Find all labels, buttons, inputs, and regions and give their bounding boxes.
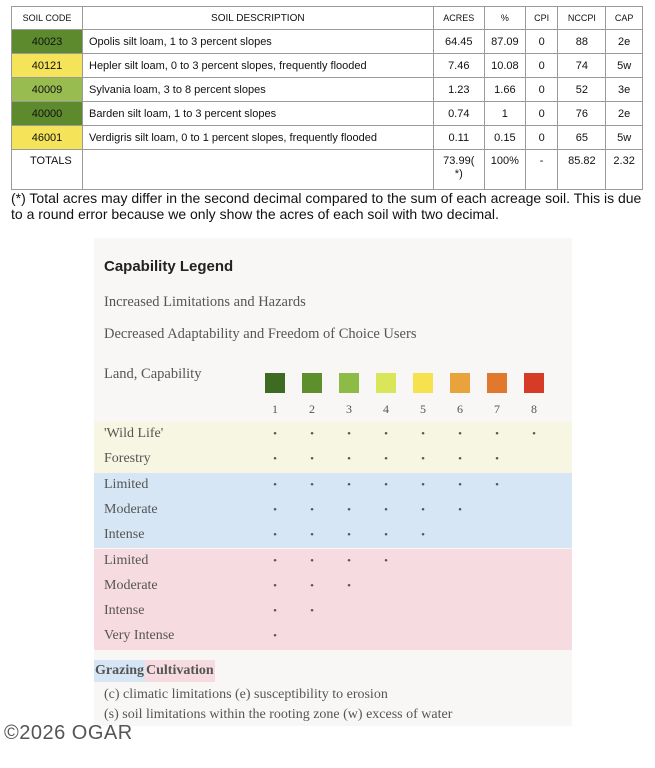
nccpi-cell: 76: [558, 102, 606, 126]
capability-row-cultivation: [94, 599, 572, 624]
header-percent: %: [484, 7, 525, 30]
soil-code-cell: 40009: [12, 78, 83, 102]
capability-swatch-7: [487, 373, 507, 393]
capability-class-number: 6: [457, 402, 463, 416]
capability-dot: •: [458, 428, 462, 440]
capability-legend: [94, 238, 572, 726]
capability-dot: •: [421, 478, 425, 491]
acres-cell: 0.74: [433, 102, 484, 126]
legend-line-limitations: Increased Limitations and Hazards: [104, 294, 306, 310]
capability-row-cultivation: [94, 549, 572, 574]
capability-swatch-1: [265, 373, 285, 393]
cpi-cell: 0: [525, 54, 558, 78]
capability-dot: •: [384, 554, 388, 567]
cpi-cell: 0: [525, 126, 558, 150]
acres-cell: 64.45: [433, 30, 484, 54]
totals-label: TOTALS: [12, 150, 83, 190]
soil-description-cell: Barden silt loam, 1 to 3 percent slopes: [83, 102, 434, 126]
totals-description: [83, 150, 434, 190]
capability-dot: •: [273, 478, 277, 491]
legend-title: Capability Legend: [104, 258, 234, 275]
capability-class-number: 2: [309, 402, 315, 416]
capability-dot: •: [421, 503, 425, 516]
capability-class-number: 4: [383, 402, 389, 416]
acres-cell: 7.46: [433, 54, 484, 78]
totals-cpi: -: [525, 150, 558, 190]
legend-line-adaptability: Decreased Adaptability and Freedom of Choice Users: [104, 326, 417, 342]
soil-code-cell: 40000: [12, 102, 83, 126]
capability-dot: •: [347, 503, 351, 516]
header-soil-code: SOIL CODE: [12, 7, 83, 30]
totals-percent: 100%: [484, 150, 525, 190]
capability-dot: •: [273, 605, 277, 618]
capability-dot: •: [347, 579, 351, 592]
header-cpi: CPI: [525, 7, 558, 30]
capability-dot: •: [421, 428, 425, 440]
capability-dot: •: [421, 453, 425, 466]
cpi-cell: 0: [525, 30, 558, 54]
capability-dot: •: [273, 428, 277, 440]
header-cap: CAP: [606, 7, 643, 30]
legend-keys: [94, 660, 215, 682]
capability-dot: •: [273, 630, 277, 643]
rounding-note: (*) Total acres may differ in the second decimal compared to the sum of each acreage soil. This is due to a round error because we only show the acres of each soil with two decimal.: [11, 190, 642, 222]
capability-row-wild: [94, 447, 572, 472]
capability-dot: •: [458, 453, 462, 466]
capability-dot: •: [310, 529, 314, 542]
abbreviation-line-2: (s) soil limitations within the rooting zone (w) excess of water: [104, 707, 453, 722]
soil-code-cell: 40121: [12, 54, 83, 78]
capability-dot: •: [458, 503, 462, 516]
capability-row-label: Moderate: [104, 501, 158, 517]
capability-dot: •: [458, 478, 462, 491]
capability-swatch-3: [339, 373, 359, 393]
capability-swatch-6: [450, 373, 470, 393]
totals-row: [12, 150, 643, 190]
capability-row-label: Moderate: [104, 577, 158, 593]
header-nccpi: NCCPI: [558, 7, 606, 30]
soil-row: [12, 126, 643, 150]
capability-class-number: 1: [272, 402, 278, 416]
percent-cell: 1.66: [484, 78, 525, 102]
acres-cell: 0.11: [433, 126, 484, 150]
capability-dot: •: [273, 503, 277, 516]
capability-swatch-8: [524, 373, 544, 393]
soil-description-cell: Sylvania loam, 3 to 8 percent slopes: [83, 78, 434, 102]
capability-row-label: 'Wild Life': [104, 426, 164, 441]
capability-row-label: Limited: [104, 476, 149, 492]
capability-dot: •: [384, 529, 388, 542]
soil-table-header: [12, 7, 643, 30]
totals-nccpi: 85.82: [558, 150, 606, 190]
capability-dot: •: [495, 453, 499, 466]
totals-acres: 73.99( *): [433, 150, 484, 190]
soil-code-cell: 40023: [12, 30, 83, 54]
percent-cell: 87.09: [484, 30, 525, 54]
abbreviation-line-1: (c) climatic limitations (e) susceptibility to erosion: [104, 687, 388, 702]
capability-dot: •: [273, 579, 277, 592]
capability-dot: •: [384, 428, 388, 440]
capability-dot: •: [310, 478, 314, 491]
soil-row: [12, 78, 643, 102]
nccpi-cell: 74: [558, 54, 606, 78]
cap-cell: 5w: [606, 126, 643, 150]
capability-row-label: Intense: [104, 527, 145, 543]
cpi-cell: 0: [525, 78, 558, 102]
capability-dot: •: [532, 428, 536, 440]
percent-cell: 0.15: [484, 126, 525, 150]
totals-cap: 2.32: [606, 150, 643, 190]
percent-cell: 1: [484, 102, 525, 126]
capability-row-cultivation: [94, 574, 572, 599]
cap-cell: 2e: [606, 102, 643, 126]
capability-swatch-4: [376, 373, 396, 393]
soil-description-cell: Verdigris silt loam, 0 to 1 percent slopes, frequently flooded: [83, 126, 434, 150]
soil-description-cell: Opolis silt loam, 1 to 3 percent slopes: [83, 30, 434, 54]
grazing-key: Grazing: [94, 660, 145, 682]
capability-swatch-5: [413, 373, 433, 393]
capability-class-number: 8: [531, 402, 537, 416]
capability-dot: •: [310, 428, 314, 440]
nccpi-cell: 65: [558, 126, 606, 150]
soil-row: [12, 54, 643, 78]
soil-code-cell: 46001: [12, 126, 83, 150]
capability-row-label: Very Intense: [104, 628, 175, 644]
capability-row-label: Forestry: [104, 451, 151, 467]
capability-row-grazing: [94, 498, 572, 523]
capability-dot: •: [273, 529, 277, 542]
capability-row-grazing: [94, 523, 572, 548]
capability-dot: •: [310, 554, 314, 567]
capability-class-number: 5: [420, 402, 426, 416]
header-soil-description: SOIL DESCRIPTION: [83, 7, 434, 30]
capability-dot: •: [347, 428, 351, 440]
capability-dot: •: [384, 453, 388, 466]
capability-dot: •: [347, 478, 351, 491]
cap-cell: 3e: [606, 78, 643, 102]
capability-dot: •: [310, 503, 314, 516]
cpi-cell: 0: [525, 102, 558, 126]
cap-cell: 2e: [606, 30, 643, 54]
capability-dot: •: [384, 503, 388, 516]
capability-dot: •: [273, 453, 277, 466]
capability-swatch-2: [302, 373, 322, 393]
cultivation-key: Cultivation: [145, 660, 215, 682]
soil-table: [11, 6, 643, 190]
capability-dot: •: [421, 529, 425, 542]
capability-row-grazing: [94, 473, 572, 498]
capability-dot: •: [310, 605, 314, 618]
nccpi-cell: 88: [558, 30, 606, 54]
copyright-watermark: ©2026 OGAR: [4, 722, 133, 744]
acres-cell: 1.23: [433, 78, 484, 102]
capability-dot: •: [495, 478, 499, 491]
capability-class-number: 3: [346, 402, 352, 416]
capability-dot: •: [310, 453, 314, 466]
capability-dot: •: [347, 453, 351, 466]
percent-cell: 10.08: [484, 54, 525, 78]
capability-row-cultivation: [94, 624, 572, 649]
capability-dot: •: [495, 428, 499, 440]
capability-dot: •: [347, 554, 351, 567]
nccpi-cell: 52: [558, 78, 606, 102]
capability-dot: •: [347, 529, 351, 542]
capability-dot: •: [310, 579, 314, 592]
capability-class-number: 7: [494, 402, 500, 416]
capability-row-label: Limited: [104, 552, 149, 568]
capability-row-wild: [94, 422, 572, 447]
capability-dot: •: [384, 478, 388, 491]
cap-cell: 5w: [606, 54, 643, 78]
land-capability-label: Land, Capability: [104, 366, 202, 382]
soil-description-cell: Hepler silt loam, 0 to 3 percent slopes, frequently flooded: [83, 54, 434, 78]
soil-row: [12, 102, 643, 126]
capability-row-label: Intense: [104, 603, 145, 619]
soil-row: [12, 30, 643, 54]
header-acres: ACRES: [433, 7, 484, 30]
capability-dot: •: [273, 554, 277, 567]
